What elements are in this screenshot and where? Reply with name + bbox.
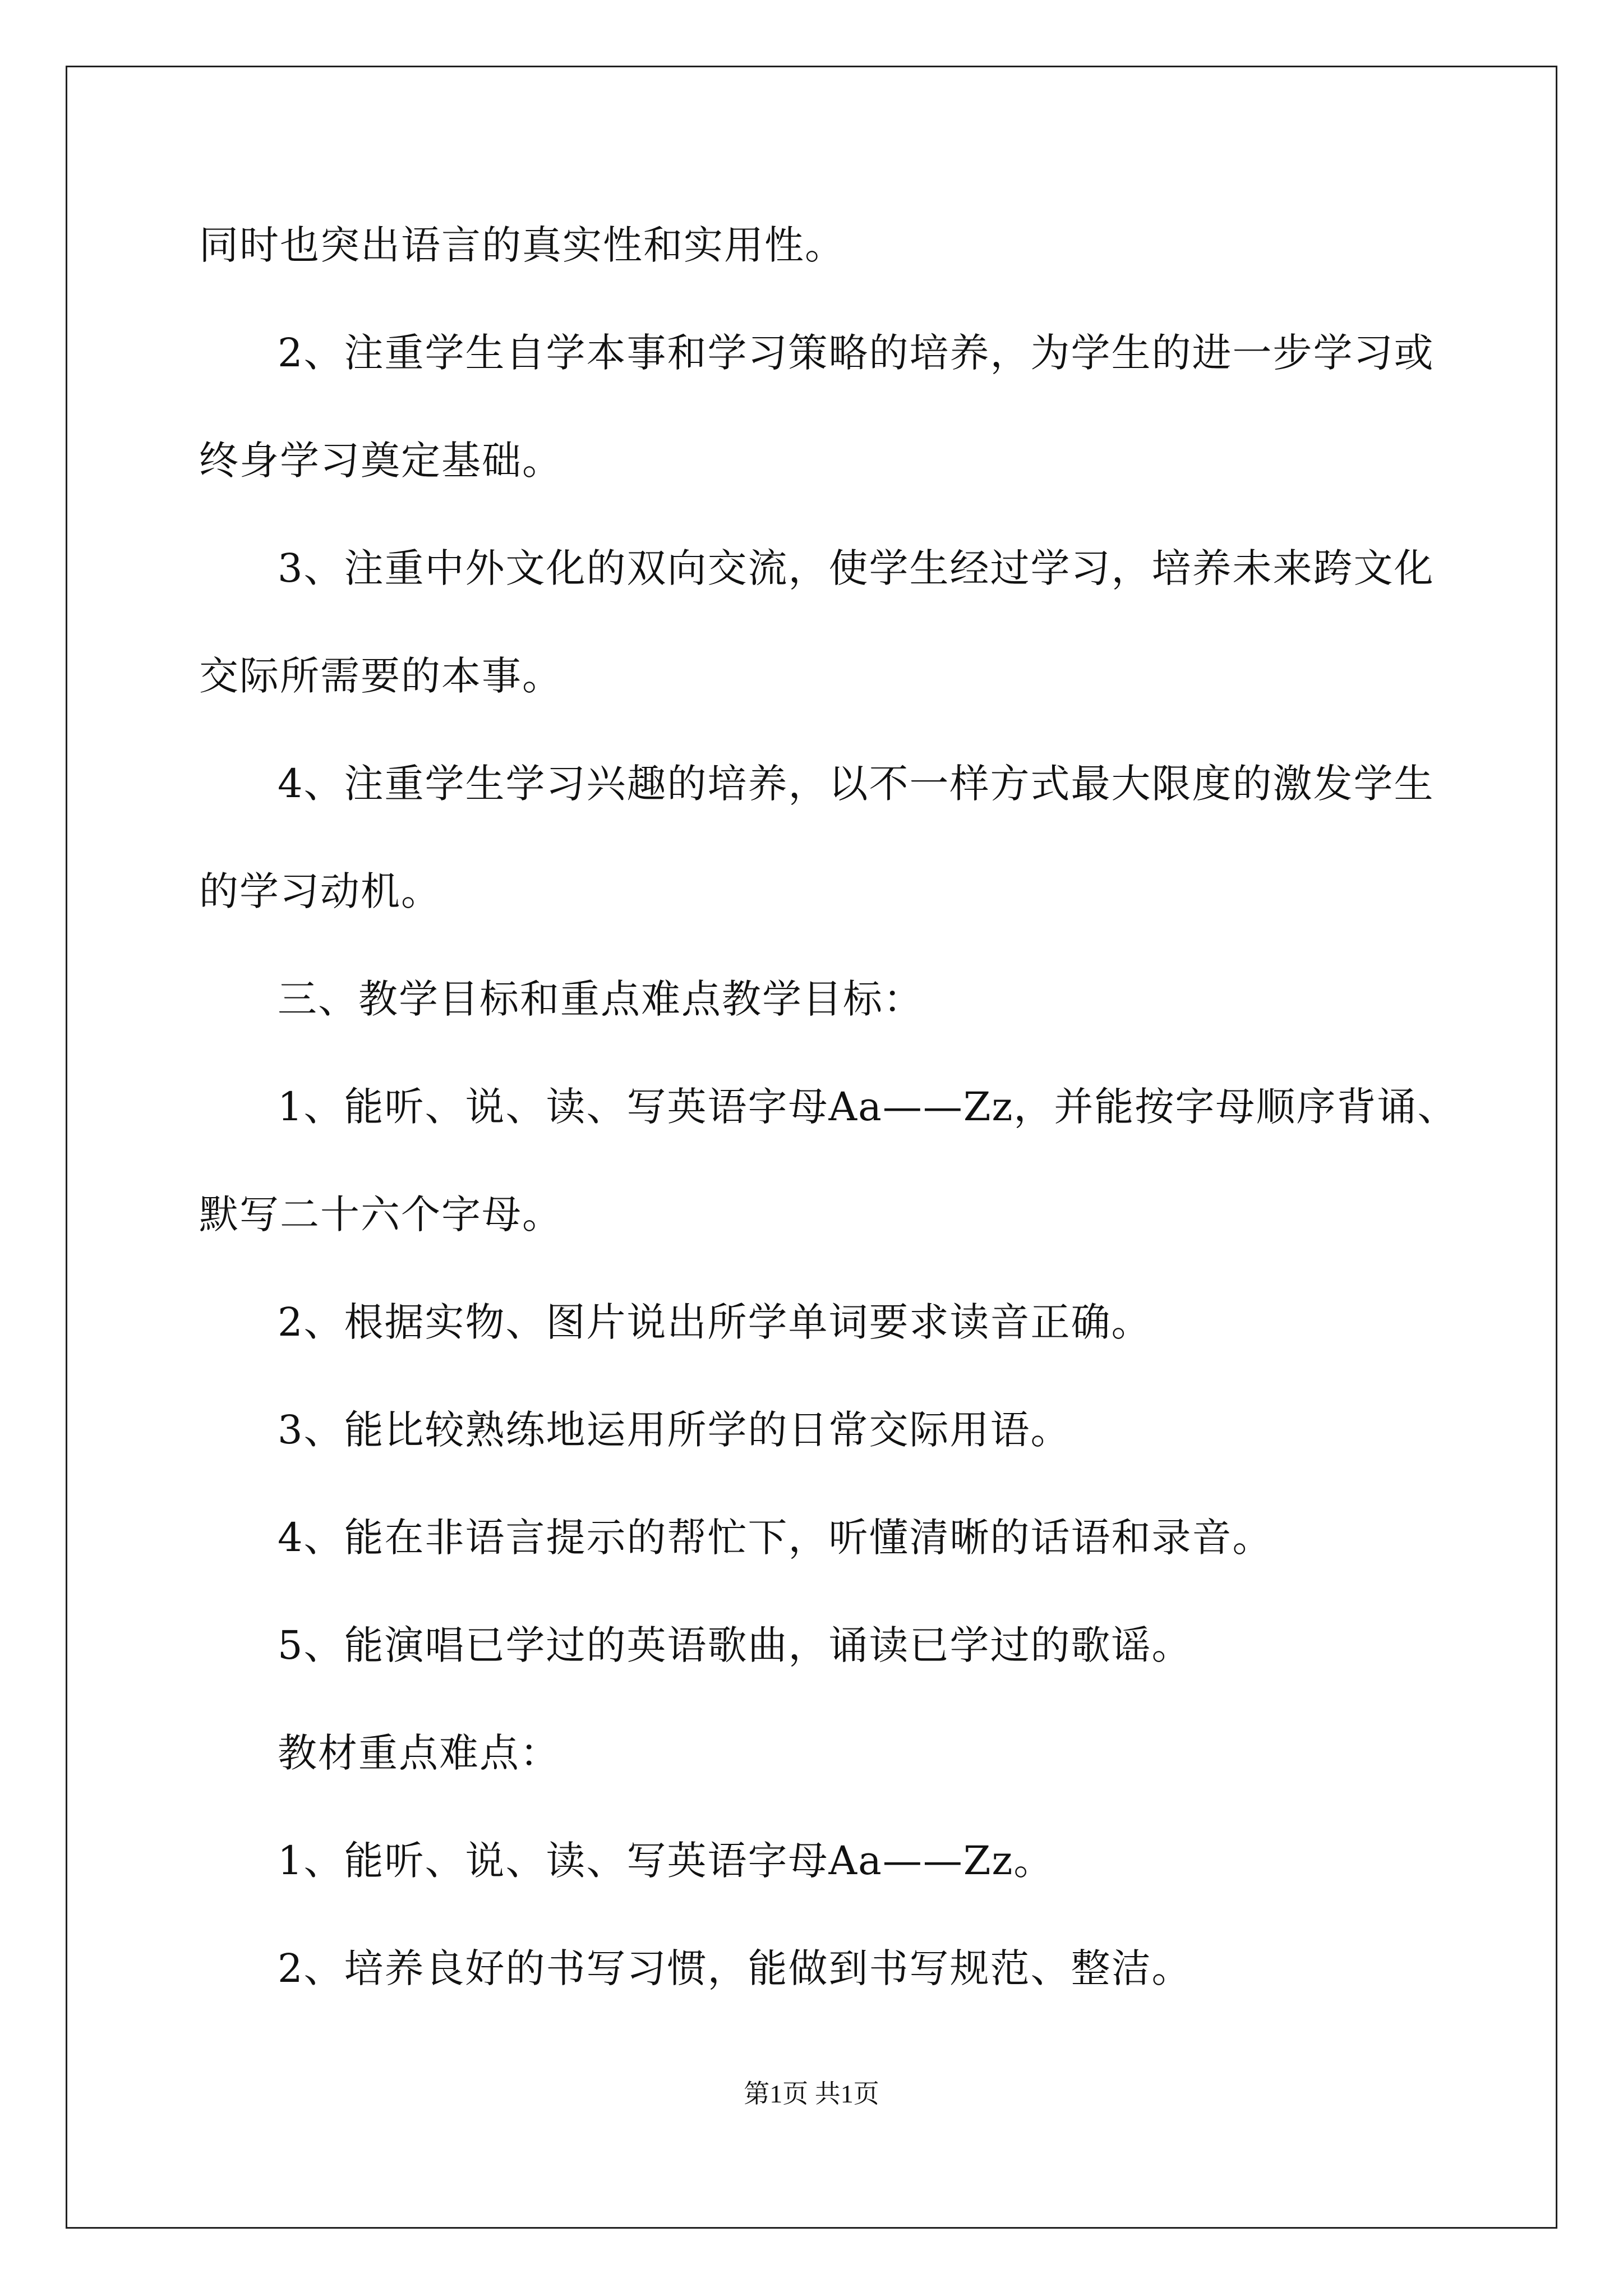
text-line: 2、注重学生自学本事和学习策略的培养，为学生的进一步学习或 [278,330,1435,376]
text-line: 2、培养良好的书写习惯，能做到书写规范、整洁。 [278,1945,1192,1991]
page-border [66,66,1557,2229]
text-line: 的学习动机。 [199,868,441,914]
section-heading: 三、教学目标和重点难点教学目标： [278,976,924,1022]
page-footer: 第1页 共1页 [744,2079,879,2108]
text-line: 3、注重中外文化的双向交流，使学生经过学习，培养未来跨文化 [278,545,1435,591]
subheading: 教材重点难点： [278,1730,560,1776]
text-line: 4、能在非语言提示的帮忙下，听懂清晰的话语和录音。 [278,1515,1273,1561]
text-line: 交际所需要的本事。 [199,653,562,699]
text-line: 1、能听、说、读、写英语字母Aa——Zz。 [278,1838,1054,1884]
text-line: 终身学习奠定基础。 [199,438,562,484]
text-line: 1、能听、说、读、写英语字母Aa——Zz，并能按字母顺序背诵、 [278,1084,1458,1130]
text-line: 默写二十六个字母。 [199,1191,562,1237]
text-line: 同时也突出语言的真实性和实用性。 [199,222,845,268]
text-line: 5、能演唱已学过的英语歌曲，诵读已学过的歌谣。 [278,1622,1192,1668]
text-line: 4、注重学生学习兴趣的培养，以不一样方式最大限度的激发学生 [278,761,1435,807]
text-line: 2、根据实物、图片说出所学单词要求读音正确。 [278,1299,1152,1345]
text-line: 3、能比较熟练地运用所学的日常交际用语。 [278,1407,1071,1453]
